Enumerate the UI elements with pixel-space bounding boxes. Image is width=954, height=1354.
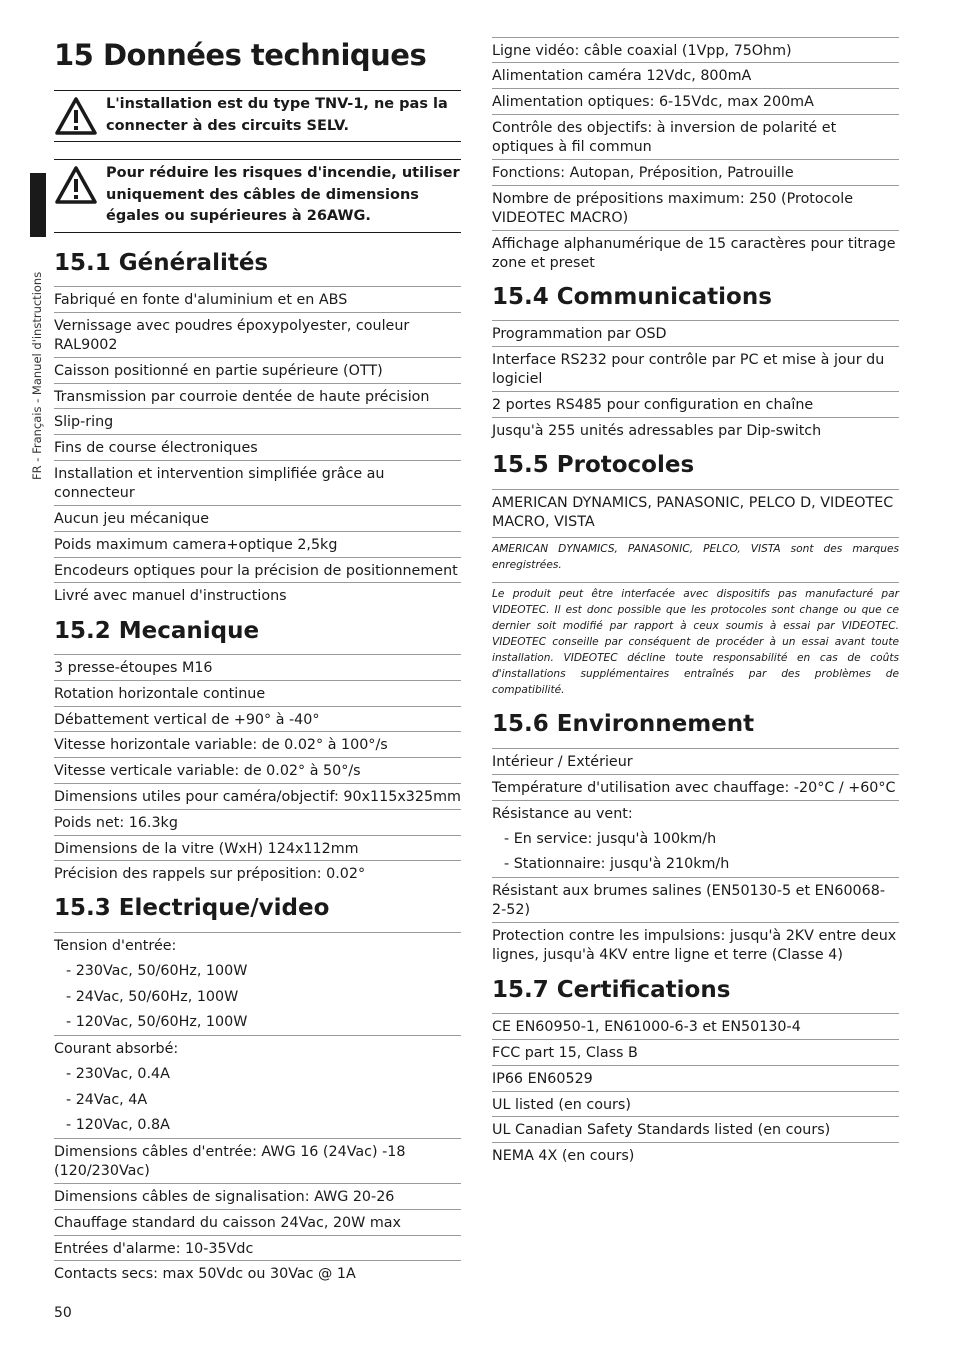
spec-row: Résistance au vent: bbox=[492, 800, 899, 824]
spec-row: Fonctions: Autopan, Préposition, Patrouille bbox=[492, 159, 899, 183]
spec-row: Interface RS232 pour contrôle par PC et mise à jour du logiciel bbox=[492, 346, 899, 389]
spec-row: Température d'utilisation avec chauffage: -20°C / +60°C bbox=[492, 774, 899, 798]
spec-row: Vernissage avec poudres époxypolyester, couleur RAL9002 bbox=[54, 312, 461, 355]
spec-row: UL listed (en cours) bbox=[492, 1091, 899, 1115]
spec-row: Contrôle des objectifs: à inversion de polarité et optiques à fil commun bbox=[492, 114, 899, 157]
spec-row: Nombre de prépositions maximum: 250 (Protocole VIDEOTEC MACRO) bbox=[492, 185, 899, 228]
spec-row: 2 portes RS485 pour configuration en chaîne bbox=[492, 391, 899, 415]
warning-triangle-icon bbox=[54, 96, 98, 136]
warning-triangle-icon bbox=[54, 165, 98, 205]
spec-row: Alimentation optiques: 6-15Vdc, max 200mA bbox=[492, 88, 899, 112]
spec-row: NEMA 4X (en cours) bbox=[492, 1142, 899, 1166]
warning-text: L'installation est du type TNV-1, ne pas la connecter à des circuits SELV. bbox=[106, 96, 448, 134]
spec-row: Vitesse horizontale variable: de 0.02° à 100°/s bbox=[54, 731, 461, 755]
spec-subrow: - 24Vac, 50/60Hz, 100W bbox=[66, 989, 239, 1005]
warning-box-awg bbox=[54, 159, 461, 233]
spec-row: Transmission par courroie dentée de haute précision bbox=[54, 383, 461, 407]
spec-row: Dimensions de la vitre (WxH) 124x112mm bbox=[54, 835, 461, 859]
trademark-note: AMERICAN DYNAMICS, PANASONIC, PELCO, VISTA sont des marques enregistrées. bbox=[492, 537, 899, 573]
spec-row: Ligne vidéo: câble coaxial (1Vpp, 75Ohm) bbox=[492, 37, 899, 61]
section-title-generalites: 15.1 Généralités bbox=[54, 250, 269, 276]
spec-row: Intérieur / Extérieur bbox=[492, 748, 899, 772]
warning-text: Pour réduire les risques d'incendie, utiliser uniquement des câbles de dimensions égales ou supérieures à 26AWG. bbox=[106, 165, 460, 224]
section-title-protocoles: 15.5 Protocoles bbox=[492, 452, 695, 478]
page-title: 15 Données techniques bbox=[54, 38, 427, 72]
spec-row: Fabriqué en fonte d'aluminium et en ABS bbox=[54, 286, 461, 310]
spec-row: Débattement vertical de +90° à -40° bbox=[54, 706, 461, 730]
spec-row: Dimensions câbles de signalisation: AWG 20-26 bbox=[54, 1183, 461, 1207]
spec-subrow: - Stationnaire: jusqu'à 210km/h bbox=[504, 856, 730, 872]
spec-row: Installation et intervention simplifiée grâce au connecteur bbox=[54, 460, 461, 503]
spec-row: CE EN60950-1, EN61000-6-3 et EN50130-4 bbox=[492, 1013, 899, 1037]
spec-row: Programmation par OSD bbox=[492, 320, 899, 344]
section-title-electrique: 15.3 Electrique/video bbox=[54, 895, 330, 921]
warning-box-tnv bbox=[54, 90, 461, 142]
spec-row: 3 presse-étoupes M16 bbox=[54, 654, 461, 678]
spec-row: Jusqu'à 255 unités adressables par Dip-switch bbox=[492, 417, 899, 441]
spec-row: Slip-ring bbox=[54, 408, 461, 432]
spec-row: Précision des rappels sur préposition: 0.02° bbox=[54, 860, 461, 884]
spec-row: Dimensions câbles d'entrée: AWG 16 (24Vac) -18 (120/230Vac) bbox=[54, 1138, 461, 1181]
spec-subrow: - 24Vac, 4A bbox=[66, 1092, 148, 1108]
spec-subrow: - 230Vac, 50/60Hz, 100W bbox=[66, 963, 248, 979]
spec-row: IP66 EN60529 bbox=[492, 1065, 899, 1089]
spec-row: Dimensions utiles pour caméra/objectif: 90x115x325mm bbox=[54, 783, 461, 807]
spec-row: AMERICAN DYNAMICS, PANASONIC, PELCO D, VIDEOTEC MACRO, VISTA bbox=[492, 489, 899, 532]
section-title-mecanique: 15.2 Mecanique bbox=[54, 618, 260, 644]
spec-row: Livré avec manuel d'instructions bbox=[54, 582, 461, 606]
spec-row: Vitesse verticale variable: de 0.02° à 50°/s bbox=[54, 757, 461, 781]
spec-row: Affichage alphanumérique de 15 caractères pour titrage zone et preset bbox=[492, 230, 899, 273]
sidebar-tab-marker bbox=[30, 173, 46, 237]
spec-subrow: - 120Vac, 50/60Hz, 100W bbox=[66, 1014, 248, 1030]
spec-subrow: - 120Vac, 0.8A bbox=[66, 1117, 170, 1133]
section-title-communications: 15.4 Communications bbox=[492, 284, 772, 310]
spec-row: Entrées d'alarme: 10-35Vdc bbox=[54, 1235, 461, 1259]
page-number: 50 bbox=[54, 1305, 72, 1321]
spec-row: Rotation horizontale continue bbox=[54, 680, 461, 704]
spec-row: Poids maximum camera+optique 2,5kg bbox=[54, 531, 461, 555]
section-title-environnement: 15.6 Environnement bbox=[492, 711, 755, 737]
spec-row: Poids net: 16.3kg bbox=[54, 809, 461, 833]
spec-row: Courant absorbé: bbox=[54, 1035, 461, 1059]
spec-row: Tension d'entrée: bbox=[54, 932, 461, 956]
section-title-certifications: 15.7 Certifications bbox=[492, 977, 731, 1003]
spec-row: UL Canadian Safety Standards listed (en cours) bbox=[492, 1116, 899, 1140]
spec-subrow: - 230Vac, 0.4A bbox=[66, 1066, 170, 1082]
spec-row: Caisson positionné en partie supérieure (OTT) bbox=[54, 357, 461, 381]
spec-row: Aucun jeu mécanique bbox=[54, 505, 461, 529]
spec-row: Chauffage standard du caisson 24Vac, 20W max bbox=[54, 1209, 461, 1233]
spec-row: Contacts secs: max 50Vdc ou 30Vac @ 1A bbox=[54, 1260, 461, 1284]
spec-row: Protection contre les impulsions: jusqu'à 2KV entre deux lignes, jusqu'à 4KV entre ligne et terre (Classe 4) bbox=[492, 922, 899, 965]
spec-subrow: - En service: jusqu'à 100km/h bbox=[504, 831, 717, 847]
spec-row: Alimentation caméra 12Vdc, 800mA bbox=[492, 62, 899, 86]
spec-row: Fins de course électroniques bbox=[54, 434, 461, 458]
compatibility-note: Le produit peut être interfacée avec dispositifs pas manufacturé par VIDEOTEC. Il est donc possible que les protocoles sont change ou que ce dernier soit modifié par rapport à ceux soumis à essai par VIDEOTEC. VIDEOTEC conseille par conséquent de procéder à un essai avant toute installation. VIDEOTEC décline toute responsabilité en cas de coûts d'installations supplémentaires entraînés par des problèmes de compatibilité. bbox=[492, 582, 899, 698]
spec-row: Résistant aux brumes salines (EN50130-5 et EN60068-2-52) bbox=[492, 877, 899, 920]
spec-row: FCC part 15, Class B bbox=[492, 1039, 899, 1063]
spec-row: Encodeurs optiques pour la précision de positionnement bbox=[54, 557, 461, 581]
